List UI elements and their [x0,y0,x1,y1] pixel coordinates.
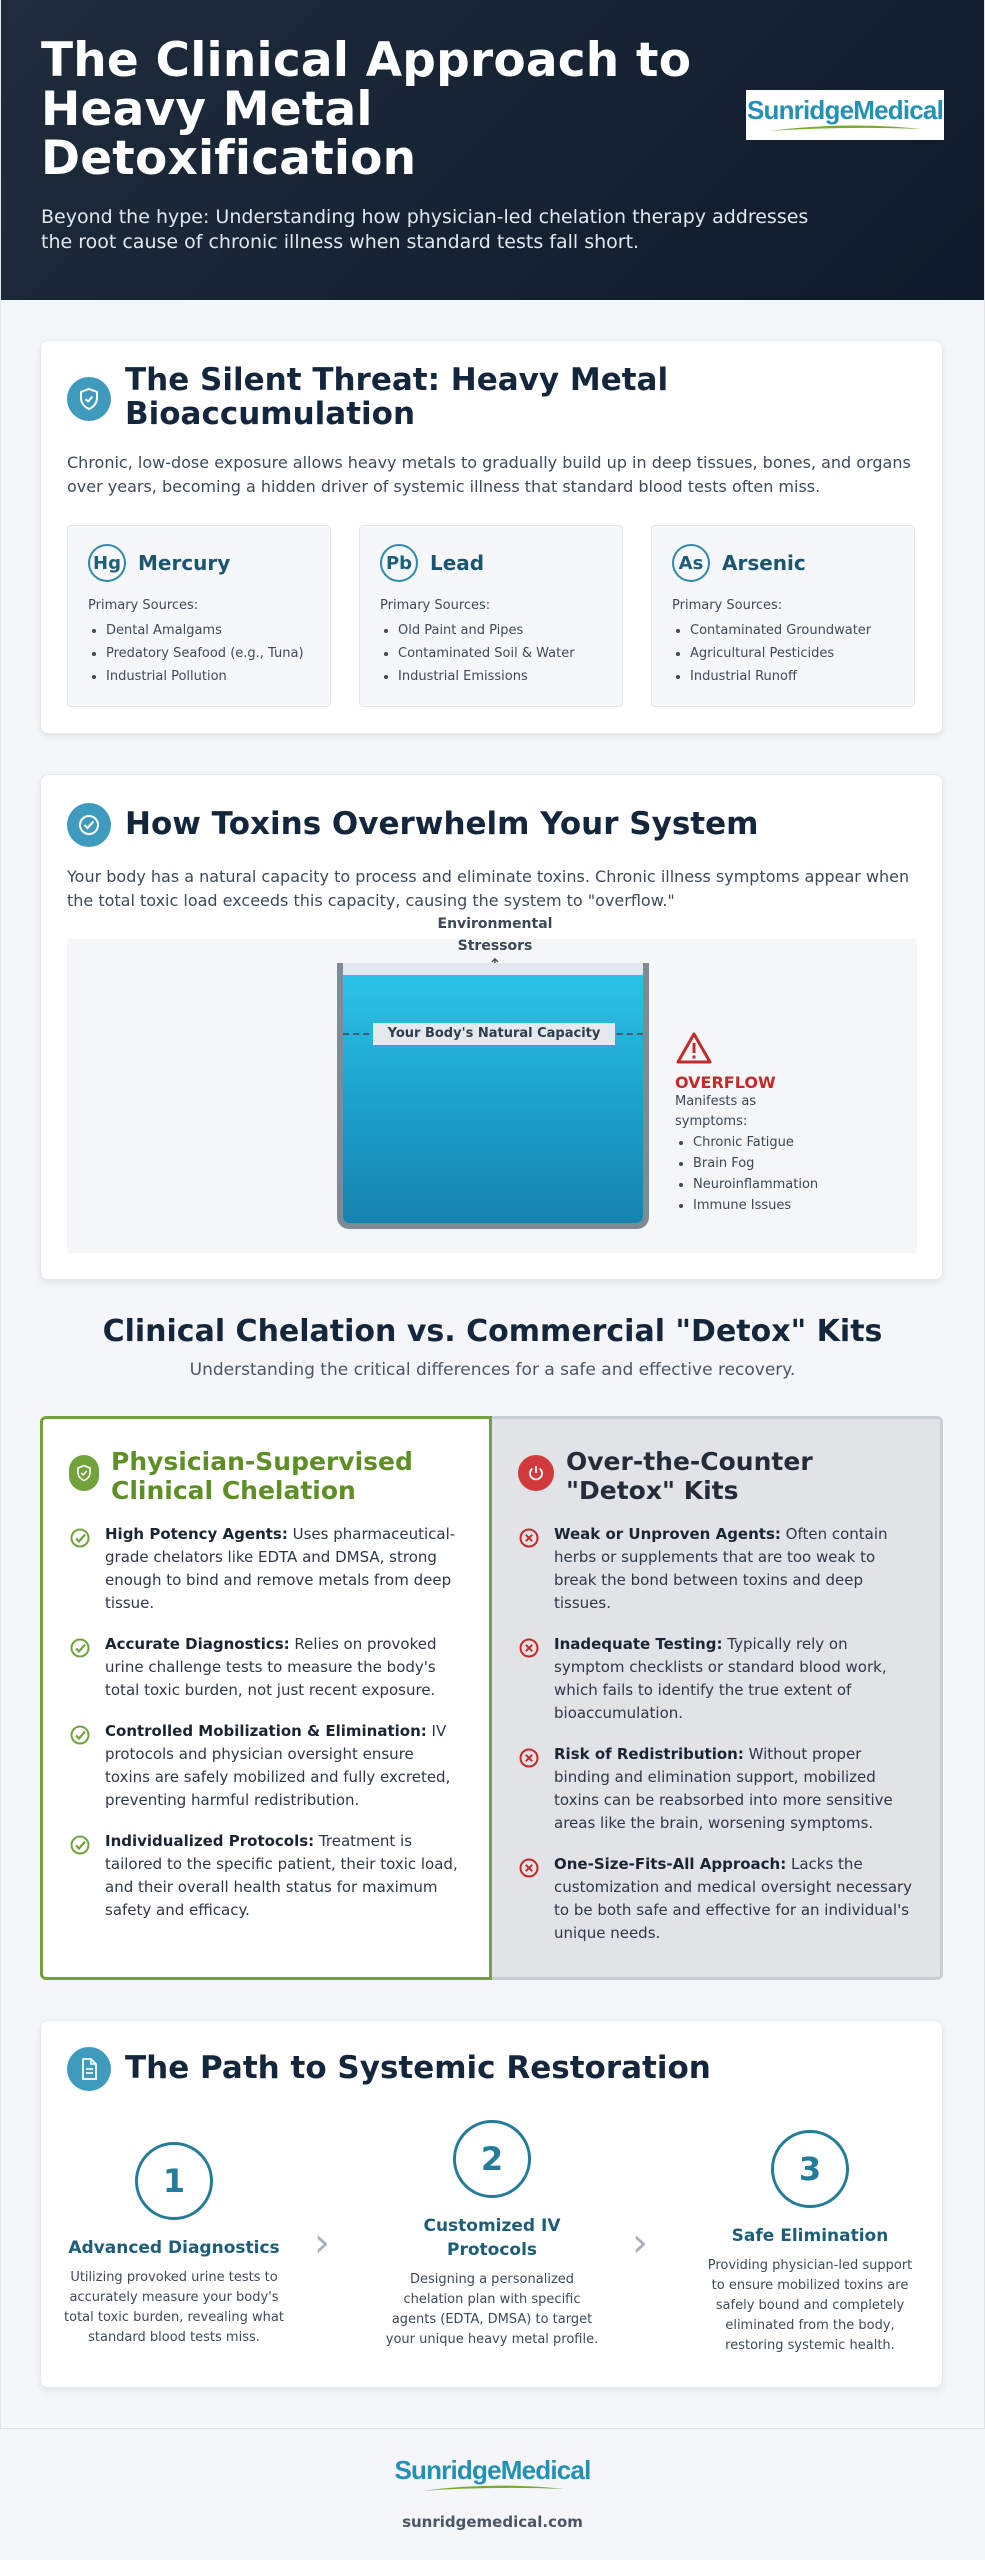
element-symbol: As [672,544,710,582]
metal-card-arsenic [651,525,915,707]
env-label-text: Environmental Stressors [437,916,553,954]
check-circle-icon [69,1834,91,1856]
chevron-right-icon: › [632,2220,648,2266]
list-item [69,1830,463,1922]
step-description: Designing a personalized chelation plan with specific agents (EDTA, DMSA) to target your unique heavy metal profile. [385,2272,599,2347]
x-circle-icon [518,1747,540,1769]
hero-subtitle: Beyond the hype: Understanding how physician-led chelation therapy addresses the root cause of chronic illness when standard tests fall short. [41,206,809,253]
item-heading: Controlled Mobilization & Elimination: [105,1722,427,1740]
capacity-diagram [67,916,917,1253]
sources-list [380,619,602,688]
item-heading: Accurate Diagnostics: [105,1635,290,1653]
check-badge-icon [67,803,111,847]
capacity-beaker [337,963,649,1229]
list-item [69,1720,463,1812]
metal-name: Lead [430,551,485,575]
x-circle-icon [518,1857,540,1879]
sources-label: Primary Sources: [380,598,491,613]
step-2 [382,2120,602,2350]
x-circle-icon [518,1527,540,1549]
step-1 [64,2142,284,2348]
bioaccumulation-card [40,340,943,734]
clinical-chelation-column [40,1416,492,1980]
item-heading: High Potency Agents: [105,1525,288,1543]
item-heading: Risk of Redistribution: [554,1745,744,1763]
page-title: The Clinical Approach to Heavy Metal Detoxification [41,33,692,186]
sources-list [88,619,310,688]
section-title: The Path to Systemic Restoration [125,2050,711,2086]
list-item [69,1523,463,1615]
sources-label: Primary Sources: [672,598,783,613]
list-item [518,1633,914,1725]
check-circle-icon [69,1527,91,1549]
comparison-title: Clinical Chelation vs. Commercial "Detox" Kits [102,1314,883,1349]
shield-icon [67,377,111,421]
logo-text: SunridgeMedical [394,2455,591,2485]
list-item: • Contaminated Soil & Water [398,642,602,665]
list-item: • Contaminated Groundwater [690,619,894,642]
step-description: Providing physician-led support to ensure mobilized toxins are safely bound and completely eliminated from the body, restoring systemic health. [707,2258,913,2353]
footer-logo[interactable] [0,2457,985,2493]
warning-icon [675,1031,713,1065]
item-text: IV protocols and physician oversight ensure toxins are safely mobilized and fully excreted, preventing harmful redistribution. [105,1722,451,1809]
item-heading: Individualized Protocols: [105,1832,315,1850]
logo-swoosh-icon [765,123,925,133]
toxic-load-card [40,774,943,1280]
x-circle-icon [518,1637,540,1659]
brand-logo[interactable] [746,90,944,140]
column-title: Physician-Supervised Clinical Chelation [111,1447,413,1505]
otc-detox-column [492,1416,943,1980]
sources-label: Primary Sources: [88,598,199,613]
item-heading: Weak or Unproven Agents: [554,1525,781,1543]
list-item: • Chronic Fatigue [693,1132,825,1153]
page-footer [0,2428,985,2560]
item-text: Typically rely on symptom checklists or standard blood work, which fails to identify the true extent of bioaccumulation. [554,1635,887,1722]
item-heading: Inadequate Testing: [554,1635,723,1653]
list-item [518,1523,914,1615]
capacity-label: Your Body's Natural Capacity [373,1023,615,1045]
step-title: Customized IV Protocols [423,2216,561,2260]
list-item [518,1853,914,1945]
comparison-subtitle: Understanding the critical differences for a safe and effective recovery. [189,1360,796,1380]
step-number: 2 [453,2120,531,2198]
list-item [69,1633,463,1702]
step-description: Utilizing provoked urine tests to accurately measure your body's total toxic burden, revealing what standard blood tests miss. [64,2270,284,2345]
list-item: • Dental Amalgams [106,619,310,642]
step-title: Safe Elimination [731,2226,889,2246]
list-item: • Agricultural Pesticides [690,642,894,665]
logo-text: SunridgeMedical [746,95,944,125]
list-item: • Predatory Seafood (e.g., Tuna) [106,642,310,665]
list-item: • Immune Issues [693,1195,825,1216]
overflow-title: OVERFLOW [675,1073,776,1092]
power-icon [518,1455,554,1491]
section-description: Your body has a natural capacity to process and eliminate toxins. Chronic illness symptoms appear when the total toxic load exceeds this capacity, causing the system to "overflow." [67,867,910,910]
overflow-callout [675,1031,825,1216]
symptom-list [675,1132,825,1216]
logo-swoosh-icon [418,2483,568,2493]
chevron-right-icon: › [314,2220,330,2266]
step-3 [700,2130,920,2356]
item-text: Relies on provoked urine challenge tests to measure the body's total toxic burden, not just recent exposure. [105,1635,437,1699]
metal-card-mercury [67,525,331,707]
section-title: How Toxins Overwhelm Your System [125,806,759,842]
check-circle-icon [69,1637,91,1659]
document-icon [67,2047,111,2091]
section-description: Chronic, low-dose exposure allows heavy metals to gradually build up in deep tissues, bones, and organs over years, becoming a hidden driver of systemic illness that standard blood tests often miss. [67,453,911,496]
metal-name: Mercury [138,551,231,575]
website-link[interactable]: sunridgemedical.com [402,2513,583,2531]
element-symbol: Hg [88,544,126,582]
element-symbol: Pb [380,544,418,582]
hero-banner [1,0,984,300]
toxic-load-fill [343,975,643,1223]
metal-name: Arsenic [722,551,806,575]
step-number: 1 [135,2142,213,2220]
section-title: The Silent Threat: Heavy Metal Bioaccumulation [125,362,669,432]
list-item: • Industrial Pollution [106,665,310,688]
list-item: • Industrial Emissions [398,665,602,688]
item-text: Often contain herbs or supplements that are too weak to break the bond between toxins and deep tissues. [554,1525,888,1612]
step-title: Advanced Diagnostics [68,2238,280,2258]
item-text: Uses pharmaceutical-grade chelators like EDTA and DMSA, strong enough to bind and remove metals from deep tissue. [105,1525,456,1612]
list-item: • Old Paint and Pipes [398,619,602,642]
list-item [518,1743,914,1835]
column-title: Over-the-Counter "Detox" Kits [566,1447,813,1505]
metal-card-lead [359,525,623,707]
check-circle-icon [69,1724,91,1746]
item-text: Lacks the customization and medical oversight necessary to be both safe and effective for an individual's unique needs. [554,1855,913,1942]
step-number: 3 [771,2130,849,2208]
item-text: Without proper binding and elimination support, mobilized toxins can be reabsorbed into more sensitive areas like the brain, worsening symptoms. [554,1745,893,1832]
item-text: Treatment is tailored to the specific patient, their toxic load, and their overall health status for maximum safety and efficacy. [105,1832,458,1919]
shield-check-icon [69,1455,99,1491]
overflow-text: Manifests as symptoms: [675,1094,757,1129]
item-heading: One-Size-Fits-All Approach: [554,1855,787,1873]
list-item: • Brain Fog [693,1153,825,1174]
list-item: • Neuroinflammation [693,1174,825,1195]
sources-list [672,619,894,688]
list-item: • Industrial Runoff [690,665,894,688]
